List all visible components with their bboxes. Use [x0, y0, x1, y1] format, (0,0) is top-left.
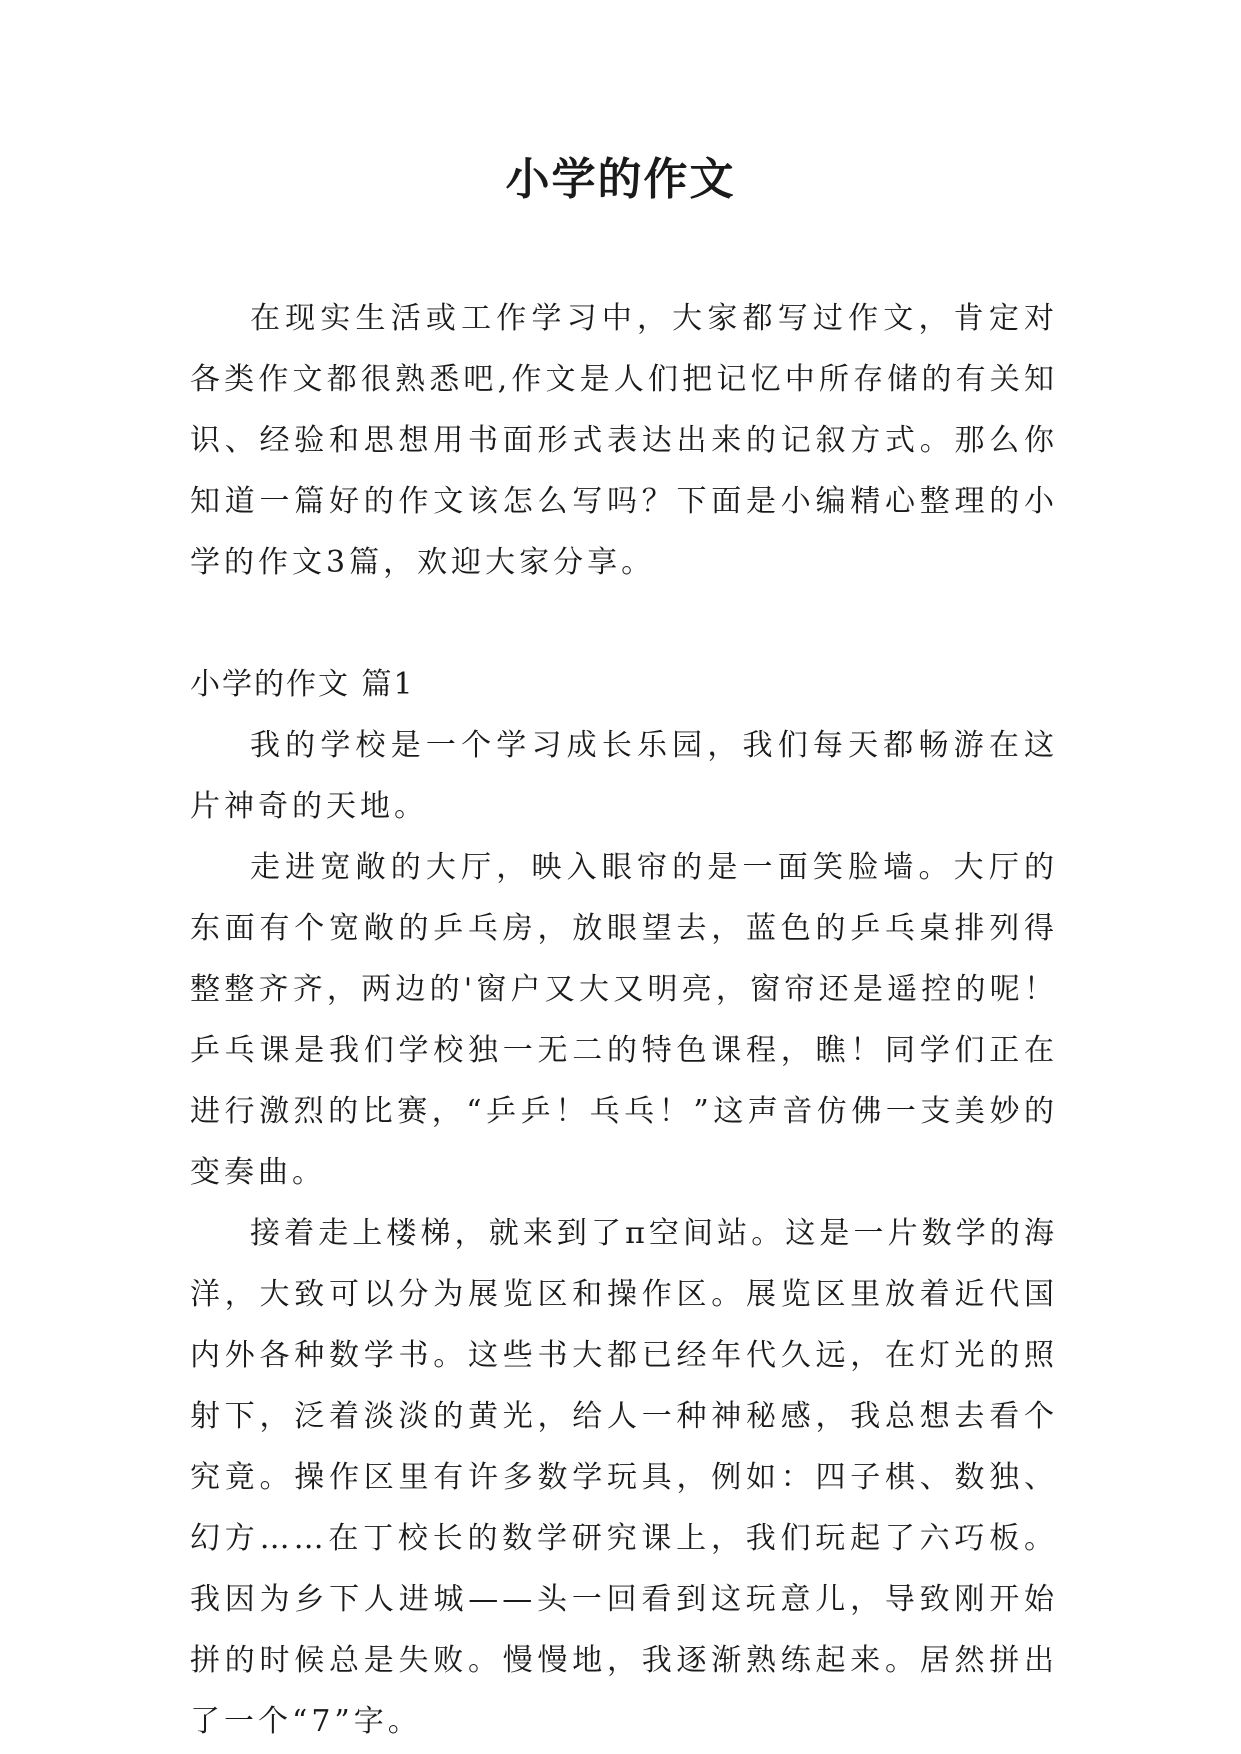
body-paragraph: 走进宽敞的大厅，映入眼帘的是一面笑脸墙。大厅的东面有个宽敞的乒乓房，放眼望去，蓝色的乒乓桌排列得整整齐齐，两边的'窗户又大又明亮，窗帘还是遥控的呢！乒乓课是我们学校独一无二的特色课程，瞧！同学们正在进行激烈的比赛，“乒乒！乓乓！”这声音仿佛一支美妙的变奏曲。 — [190, 850, 1058, 1190]
intro-paragraph: 在现实生活或工作学习中，大家都写过作文，肯定对各类作文都很熟悉吧,作文是人们把记忆中所存储的有关知识、经验和思想用书面形式表达出来的记叙方式。那么你知道一篇好的作文该怎么写吗？下面是小编精心整理的小学的作文3篇，欢迎大家分享。 — [190, 301, 1058, 580]
document-title: 小学的作文 — [505, 154, 736, 205]
body-paragraph: 我的学校是一个学习成长乐园，我们每天都畅游在这片神奇的天地。 — [190, 728, 1058, 824]
section-heading: 小学的作文 篇1 — [190, 667, 415, 702]
document-body — [190, 288, 1058, 1752]
body-paragraph: 接着走上楼梯，就来到了π空间站。这是一片数学的海洋，大致可以分为展览区和操作区。展览区里放着近代国内外各种数学书。这些书大都已经年代久远，在灯光的照射下，泛着淡淡的黄光，给人一种神秘感，我总想去看个究竟。操作区里有许多数学玩具，例如：四子棋、数独、幻方……在丁校长的数学研究课上，我们玩起了六巧板。我因为乡下人进城——头一回看到这玩意儿，导致刚开始拼的时候总是失败。慢慢地，我逐渐熟练起来。居然拼出了一个“7”字。 — [190, 1216, 1058, 1739]
